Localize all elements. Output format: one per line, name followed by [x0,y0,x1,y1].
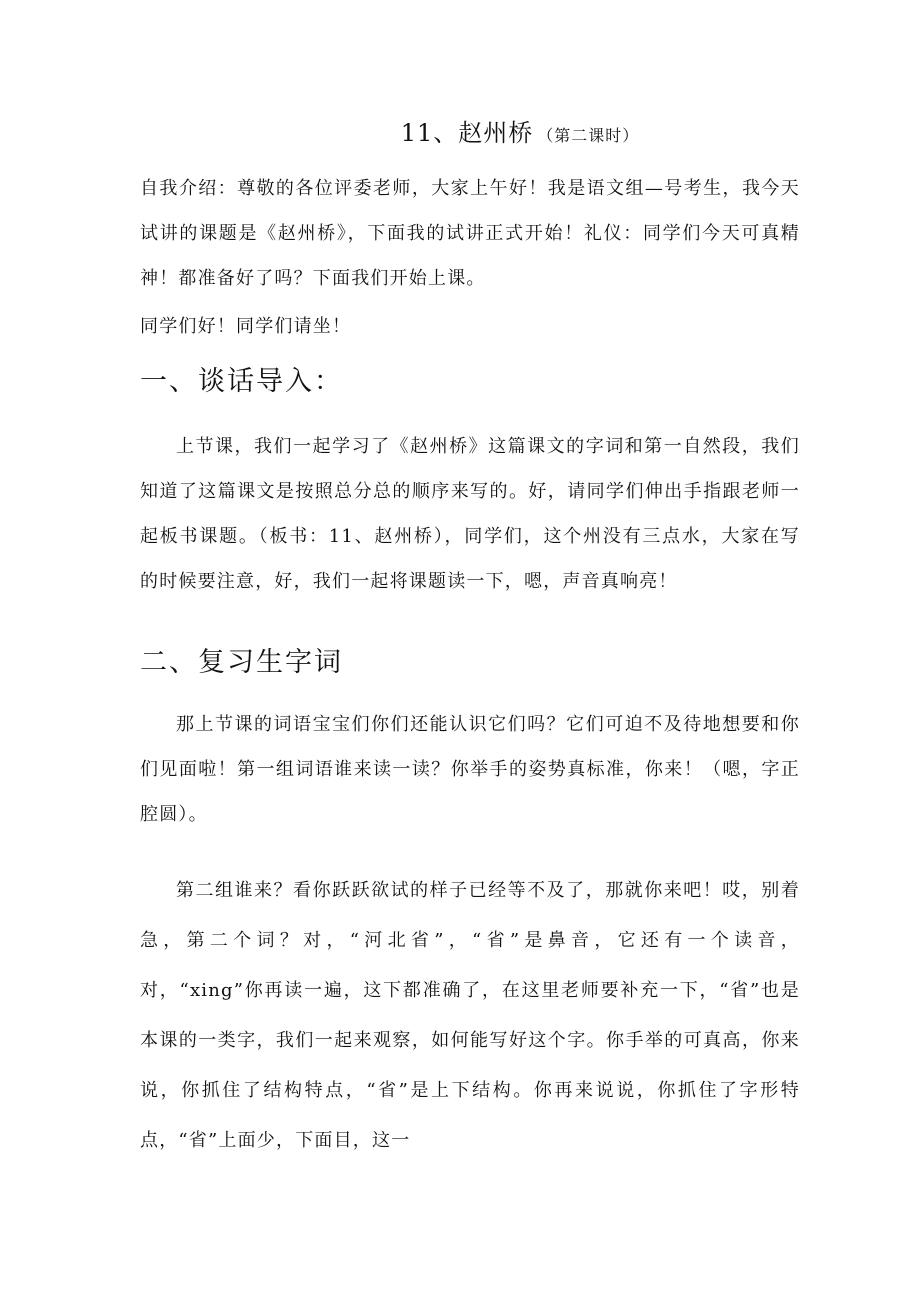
section-1-heading: 一、谈话导入： [140,366,343,397]
lesson-title-main: 11、赵州桥 [400,119,534,147]
section-2-heading: 二、复习生字词 [140,647,343,678]
section-2-paragraph-2: 第二组谁来？看你跃跃欲试的样子已经等不及了，那就你来吧！哎，别着急，第二个词？对，“河北省”，“省”是鼻音，它还有一个读音，对，“xing”你再读一遍，这下都准确了，在这里老师要补充一下，“省”也是本课的一类字，我们一起来观察，如何能写好这个字。你手举的可真高，你来说，你抓住了结构特点，“省”是上下结构。你再来说说，你抓住了字形特点，“省”上面少，下面目，这一 [140,880,800,1151]
section-1-paragraph: 上节课，我们一起学习了《赵州桥》这篇课文的字词和第一自然段，我们知道了这篇课文是按照总分总的顺序来写的。好，请同学们伸出手指跟老师一起板书课题。（板书：11、赵州桥），同学们，这个州没有三点水，大家在写的时候要注意，好，我们一起将课题读一下，嗯，声音真响亮！ [140,436,800,592]
greeting: 同学们好！同学们请坐！ [140,316,352,337]
section-2-paragraph-1: 那上节课的词语宝宝们你们还能认识它们吗？它们可迫不及待地想要和你们见面啦！第一组词语谁来读一读？你举手的姿势真标准，你来！（嗯，字正腔圆）。 [140,714,800,825]
lesson-title [0,118,920,151]
lesson-title-sub: （第二课时） [537,126,640,145]
self-introduction: 自我介绍：尊敬的各位评委老师，大家上午好！我是语文组—号考生，我今天试讲的课题是《赵州桥》，下面我的试讲正式开始！礼仪：同学们今天可真精神！都准备好了吗？下面我们开始上课。 [140,178,800,289]
